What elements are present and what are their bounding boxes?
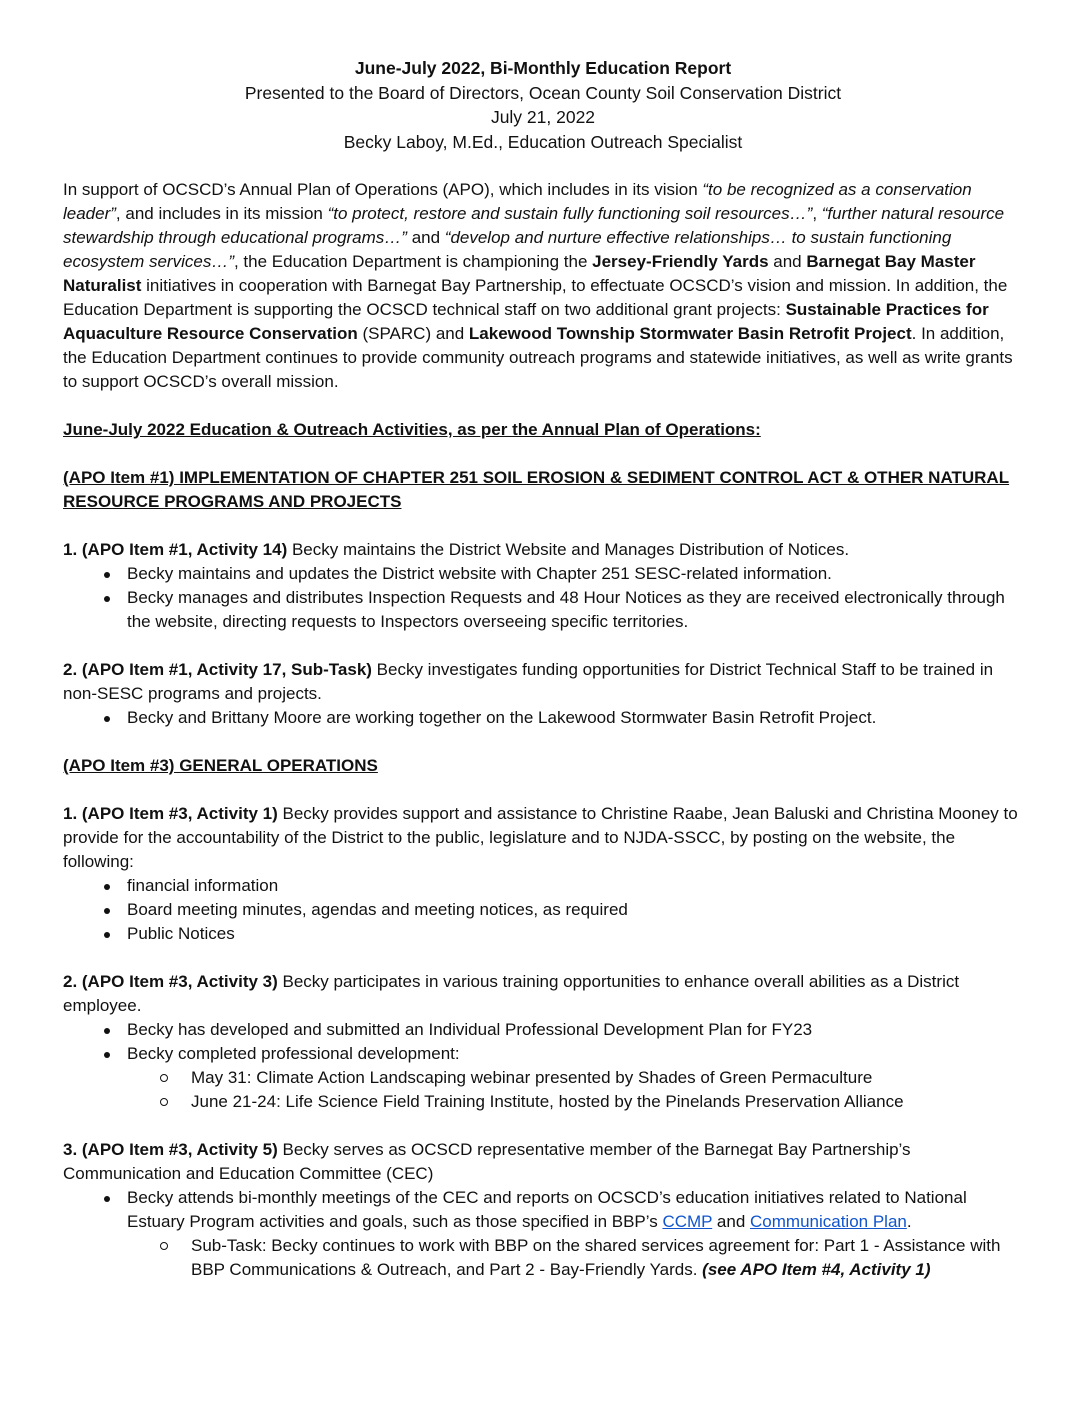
apo1-item2 <box>63 658 1023 706</box>
ccmp-link[interactable]: CCMP <box>662 1212 713 1231</box>
item-lead: 3. (APO Item #3, Activity 5) <box>63 1140 278 1159</box>
intro-bold: Barnegat Bay Master Naturalist <box>63 252 976 295</box>
report-header <box>63 56 1023 154</box>
intro-text: , and includes in its mission <box>115 204 328 223</box>
intro-quote: “to be recognized as a conservation leader” <box>63 180 972 223</box>
item-text: Becky serves as OCSCD representative member of the Barnegat Bay Partnership’s Communication and Education Committee (CEC) <box>63 1140 911 1183</box>
report-presented-to: Presented to the Board of Directors, Ocean County Soil Conservation District <box>244 82 842 103</box>
cross-reference: (see APO Item #4, Activity 1) <box>702 1260 931 1279</box>
intro-text: , <box>812 204 822 223</box>
list-item: financial information <box>63 874 1023 898</box>
apo3-heading: (APO Item #3) GENERAL OPERATIONS <box>63 756 378 775</box>
list-item <box>63 1042 1023 1066</box>
list-item: Becky has developed and submitted an Individual Professional Development Plan for FY23 <box>63 1018 1023 1042</box>
item-lead: 2. (APO Item #1, Activity 17, Sub-Task) <box>63 660 372 679</box>
list-item: Public Notices <box>63 922 1023 946</box>
item-lead: 2. (APO Item #3, Activity 3) <box>63 972 278 991</box>
list-item: Becky manages and distributes Inspection Requests and 48 Hour Notices as they are received electronically through the website, directing requests to Inspectors overseeing specific territories. <box>63 586 1023 634</box>
report-title: June-July 2022, Bi-Monthly Education Report <box>354 58 732 78</box>
document-page <box>63 56 1023 1282</box>
list-item: Board meeting minutes, agendas and meeting notices, as required <box>63 898 1023 922</box>
apo3-item2 <box>63 970 1023 1018</box>
item-text: Becky maintains the District Website and Manages Distribution of Notices. <box>287 540 850 559</box>
sub-list-item: May 31: Climate Action Landscaping webinar presented by Shades of Green Permaculture <box>63 1066 1023 1090</box>
activities-heading: June-July 2022 Education & Outreach Activities, as per the Annual Plan of Operations: <box>63 420 761 439</box>
intro-text: and <box>768 252 807 271</box>
report-author: Becky Laboy, M.Ed., Education Outreach Specialist <box>343 131 743 152</box>
intro-text: . In addition, the Education Department continues to provide community outreach programs and statewide initiatives, as well as write grants to support OCSCD’s overall mission. <box>63 324 1013 391</box>
intro-quote: “further natural resource stewardship through educational programs…” <box>63 204 1005 247</box>
list-item: Becky maintains and updates the District website with Chapter 251 SESC-related information. <box>63 562 1023 586</box>
list-item: Becky and Brittany Moore are working together on the Lakewood Stormwater Basin Retrofit Project. <box>63 706 1023 730</box>
sub-list-item <box>63 1234 1023 1282</box>
apo3-item1-bullets <box>63 874 1023 946</box>
list-item-text: and <box>712 1212 751 1231</box>
intro-bold: Jersey-Friendly Yards <box>592 252 769 271</box>
intro-text: (SPARC) and <box>357 324 469 343</box>
intro-quote: “to protect, restore and sustain fully functioning soil resources…” <box>327 204 813 223</box>
intro-text: and <box>406 228 445 247</box>
communication-plan-link[interactable]: Communication Plan <box>750 1212 907 1231</box>
apo1-item1 <box>63 538 1023 562</box>
apo1-item1-bullets <box>63 562 1023 634</box>
list-item-text: . <box>906 1212 912 1231</box>
intro-text: In support of OCSCD’s Annual Plan of Operations (APO), which includes in its vision <box>63 180 703 199</box>
item-text: Becky investigates funding opportunities for District Technical Staff to be trained in non-SESC programs and projects. <box>63 660 994 703</box>
apo3-item3-bullets <box>63 1186 1023 1234</box>
intro-bold: Lakewood Township Stormwater Basin Retrofit Project <box>468 324 912 343</box>
list-item <box>63 1186 1023 1234</box>
intro-text: , the Education Department is championing the <box>233 252 593 271</box>
intro-quote: “develop and nurture effective relationships… to sustain functioning ecosystem services…” <box>63 228 952 271</box>
apo3-item2-subbullets <box>63 1066 1023 1114</box>
sub-list-item-text: Sub-Task: Becky continues to work with BBP on the shared services agreement for: Part 1 - Assistance with BBP Communications & Outreach, and Part 2 - Bay-Friendly Yards. <box>191 1236 1001 1279</box>
item-lead: 1. (APO Item #1, Activity 14) <box>63 540 288 559</box>
list-item-text: Becky attends bi-monthly meetings of the CEC and reports on OCSCD’s education initiatives related to National Estuary Program activities and goals, such as those specified in BBP’s <box>127 1188 967 1231</box>
intro-paragraph <box>63 178 1023 394</box>
intro-text: initiatives in cooperation with Barnegat Bay Partnership, to effectuate OCSCD’s vision and mission. In addition, the Education Department is supporting the OCSCD technical staff on two additional grant projects: <box>63 276 1008 319</box>
item-text: Becky provides support and assistance to Christine Raabe, Jean Baluski and Christina Mooney to provide for the accountability of the District to the public, legislature and to NJDA-SSCC, by posting on the website, the following: <box>63 804 1018 871</box>
list-item-text: Becky completed professional development: <box>127 1044 460 1063</box>
intro-bold: Sustainable Practices for Aquaculture Resource Conservation <box>63 300 989 343</box>
apo3-item2-bullets <box>63 1018 1023 1066</box>
report-date: July 21, 2022 <box>490 107 596 127</box>
item-lead: 1. (APO Item #3, Activity 1) <box>63 804 278 823</box>
item-text: Becky participates in various training opportunities to enhance overall abilities as a District employee. <box>63 972 960 1015</box>
apo1-item2-bullets <box>63 706 1023 730</box>
apo3-item1 <box>63 802 1023 874</box>
sub-list-item: June 21-24: Life Science Field Training Institute, hosted by the Pinelands Preservation Alliance <box>63 1090 1023 1114</box>
apo3-item3-subbullets <box>63 1234 1023 1282</box>
apo1-heading: (APO Item #1) IMPLEMENTATION OF CHAPTER 251 SOIL EROSION & SEDIMENT CONTROL ACT & OTHER NATURAL RESOURCE PROGRAMS AND PROJECTS <box>63 468 1010 511</box>
apo3-item3 <box>63 1138 1023 1186</box>
